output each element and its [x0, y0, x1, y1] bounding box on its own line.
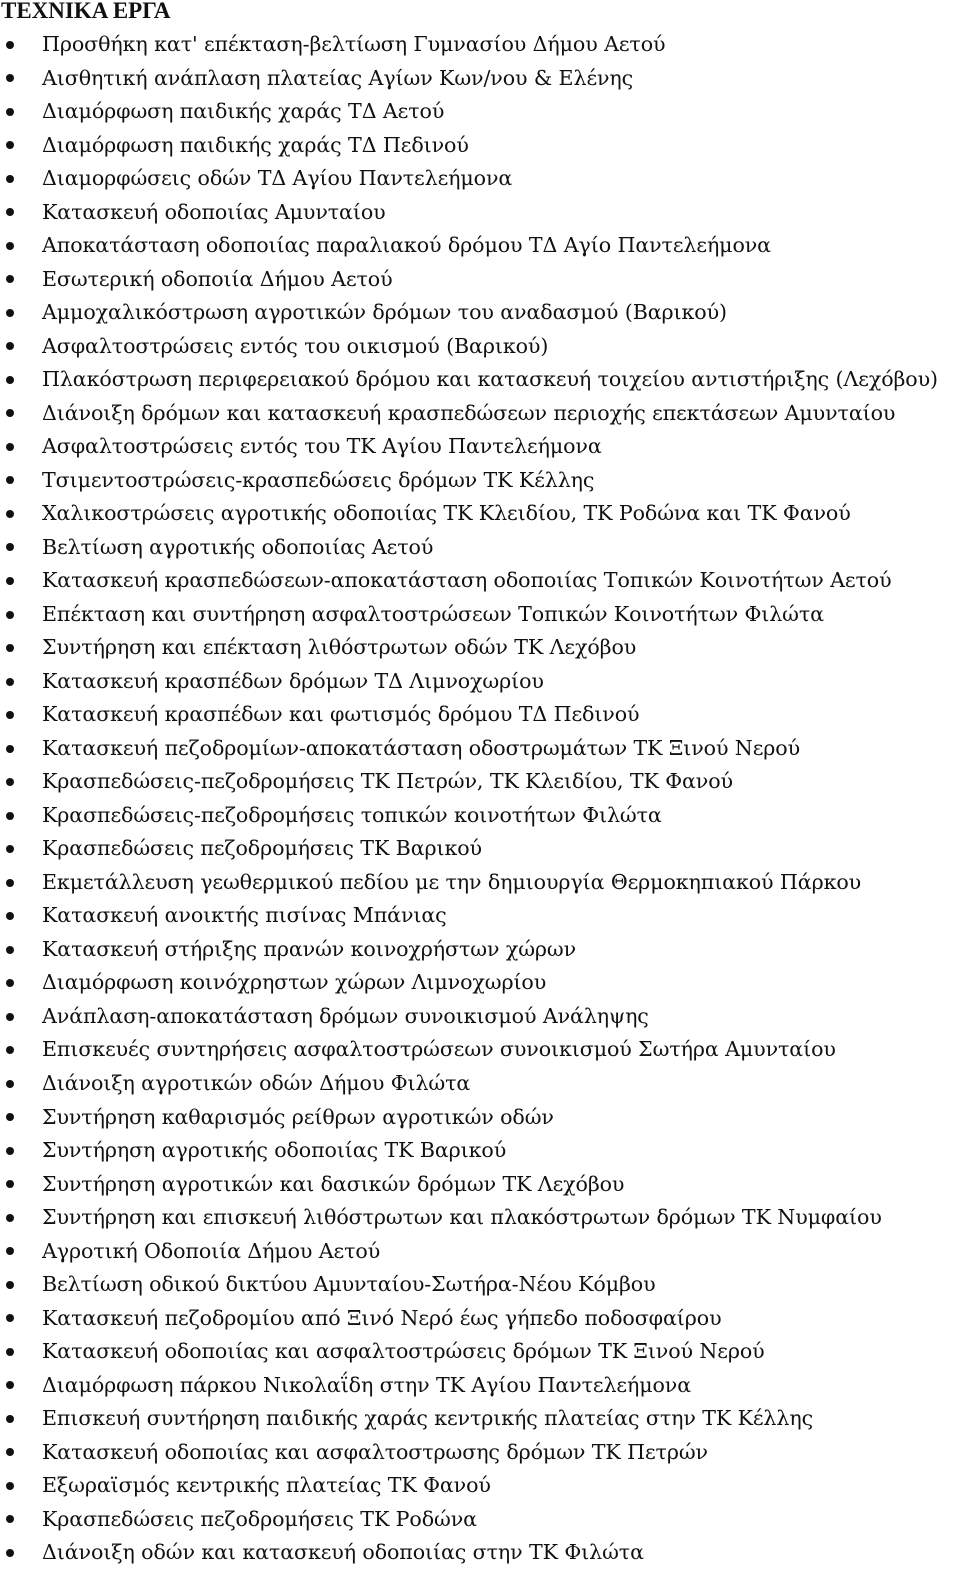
- bullet-icon: [6, 543, 14, 551]
- list-item: [0, 1067, 960, 1101]
- list-item-text: Διάνοιξη οδών και κατασκευή οδοποιίας στην ΤΚ Φιλώτα: [42, 1540, 644, 1565]
- bullet-icon: [6, 208, 14, 216]
- bullet-icon: [6, 611, 14, 619]
- list-item-text: Κατασκευή οδοποιίας και ασφαλτοστρώσεις δρόμων ΤΚ Ξινού Νερού: [42, 1339, 765, 1364]
- bullet-icon: [6, 1147, 14, 1155]
- list-item-text: Χαλικοστρώσεις αγροτικής οδοποιίας ΤΚ Κλειδίου, ΤΚ Ροδώνα και ΤΚ Φανού: [42, 501, 851, 526]
- bullet-icon: [6, 443, 14, 451]
- bullet-icon: [6, 1348, 14, 1356]
- list-item: [0, 966, 960, 1000]
- bullet-icon: [6, 409, 14, 417]
- bullet-icon: [6, 175, 14, 183]
- list-item: [0, 1134, 960, 1168]
- list-item-text: Κατασκευή οδοποιίας και ασφαλτοστρωσης δρόμων ΤΚ Πετρών: [42, 1439, 708, 1464]
- list-item: [0, 1302, 960, 1336]
- bullet-icon: [6, 912, 14, 920]
- list-item: [0, 732, 960, 766]
- bullet-icon: [6, 678, 14, 686]
- list-item: [0, 598, 960, 632]
- bullet-icon: [6, 1214, 14, 1222]
- list-item: [0, 631, 960, 665]
- bullet-icon: [6, 845, 14, 853]
- bullet-icon: [6, 1448, 14, 1456]
- list-item: [0, 1235, 960, 1269]
- bullet-icon: [6, 1314, 14, 1322]
- list-item-text: Κρασπεδώσεις-πεζοδρομήσεις ΤΚ Πετρών, ΤΚ Κλειδίου, ΤΚ Φανού: [42, 769, 733, 794]
- list-item: [0, 162, 960, 196]
- list-item-text: Κατασκευή πεζοδρομίων-αποκατάσταση οδοστρωμάτων ΤΚ Ξινού Νερού: [42, 735, 801, 760]
- list-item-text: Τσιμεντοστρώσεις-κρασπεδώσεις δρόμων ΤΚ Κέλλης: [42, 467, 595, 492]
- list-item: [0, 665, 960, 699]
- bullet-icon: [6, 644, 14, 652]
- list-item-text: Αποκατάσταση οδοποιίας παραλιακού δρόμου ΤΔ Αγίο Παντελεήμονα: [42, 233, 771, 258]
- list-item: [0, 1033, 960, 1067]
- list-item-text: Συντήρηση αγροτικών και δασικών δρόμων ΤΚ Λεχόβου: [42, 1171, 625, 1196]
- bullet-icon: [6, 1482, 14, 1490]
- list-item-text: Πλακόστρωση περιφερειακού δρόμου και κατασκευή τοιχείου αντιστήριξης (Λεχόβου): [42, 367, 938, 392]
- list-item: [0, 1101, 960, 1135]
- list-item-text: Κρασπεδώσεις πεζοδρομήσεις ΤΚ Βαρικού: [42, 836, 482, 861]
- bullet-icon: [6, 1515, 14, 1523]
- list-item: [0, 933, 960, 967]
- list-item-text: Αγροτική Οδοποιία Δήμου Αετού: [42, 1238, 381, 1263]
- list-item: [0, 1335, 960, 1369]
- bullet-icon: [6, 1281, 14, 1289]
- list-item: [0, 1168, 960, 1202]
- list-item-text: Κατασκευή κρασπέδων δρόμων ΤΔ Λιμνοχωρίου: [42, 668, 544, 693]
- list-item: [0, 397, 960, 431]
- list-item: [0, 1201, 960, 1235]
- bullet-icon: [6, 979, 14, 987]
- list-item: [0, 330, 960, 364]
- bullet-icon: [6, 141, 14, 149]
- list-item-text: Συντήρηση αγροτικής οδοποιίας ΤΚ Βαρικού: [42, 1138, 507, 1163]
- list-item: [0, 1000, 960, 1034]
- list-item: [0, 229, 960, 263]
- list-item-text: Διαμόρφωση κοινόχρηστων χώρων Λιμνοχωρίου: [42, 970, 547, 995]
- bullet-icon: [6, 510, 14, 518]
- list-item: [0, 799, 960, 833]
- list-item: [0, 1436, 960, 1470]
- list-item-text: Κατασκευή οδοποιίας Αμυνταίου: [42, 199, 386, 224]
- bullet-icon: [6, 577, 14, 585]
- list-item: [0, 1469, 960, 1503]
- list-item-text: Διαμόρφωση παιδικής χαράς ΤΔ Αετού: [42, 99, 445, 124]
- list-item: [0, 899, 960, 933]
- bullet-icon: [6, 745, 14, 753]
- bullet-icon: [6, 41, 14, 49]
- list-item-text: Κατασκευή κρασπεδώσεων-αποκατάσταση οδοποιίας Τοπικών Κοινοτήτων Αετού: [42, 568, 892, 593]
- list-item-text: Βελτίωση αγροτικής οδοποιίας Αετού: [42, 534, 434, 559]
- list-item-text: Συντήρηση και επισκευή λιθόστρωτων και πλακόστρωτων δρόμων ΤΚ Νυμφαίου: [42, 1205, 882, 1230]
- list-item: [0, 1503, 960, 1537]
- list-item: [0, 62, 960, 96]
- list-item-text: Επισκευή συντήρηση παιδικής χαράς κεντρικής πλατείας στην ΤΚ Κέλλης: [42, 1406, 814, 1431]
- bullet-icon: [6, 778, 14, 786]
- list-item: [0, 196, 960, 230]
- bullet-icon: [6, 1247, 14, 1255]
- bullet-icon: [6, 108, 14, 116]
- list-item-text: Βελτίωση οδικού δικτύου Αμυνταίου-Σωτήρα-Νέου Κόμβου: [42, 1272, 656, 1297]
- list-item: [0, 531, 960, 565]
- bullet-icon: [6, 946, 14, 954]
- list-item-text: Αισθητική ανάπλαση πλατείας Αγίων Κων/νου & Ελένης: [42, 65, 634, 90]
- list-item-text: Ασφαλτοστρώσεις εντός του ΤΚ Αγίου Παντελεήμονα: [42, 434, 602, 459]
- list-item: [0, 363, 960, 397]
- bullet-icon: [6, 242, 14, 250]
- list-item-text: Ασφαλτοστρώσεις εντός του οικισμού (Βαρικού): [42, 333, 549, 358]
- list-item: [0, 698, 960, 732]
- list-item: [0, 1268, 960, 1302]
- bullet-icon: [6, 342, 14, 350]
- list-item-text: Εξωραϊσμός κεντρικής πλατείας ΤΚ Φανού: [42, 1473, 491, 1498]
- list-item-text: Κατασκευή ανοικτής πισίνας Μπάνιας: [42, 903, 447, 928]
- list-item-text: Κρασπεδώσεις-πεζοδρομήσεις τοπικών κοινοτήτων Φιλώτα: [42, 802, 662, 827]
- bullet-icon: [6, 309, 14, 317]
- list-item-text: Ανάπλαση-αποκατάσταση δρόμων συνοικισμού Ανάληψης: [42, 1003, 649, 1028]
- list-item: [0, 1369, 960, 1403]
- list-item-text: Κατασκευή πεζοδρομίου από Ξινό Νερό έως γήπεδο ποδοσφαίρου: [42, 1305, 722, 1330]
- list-item: [0, 497, 960, 531]
- bullet-icon: [6, 376, 14, 384]
- bullet-icon: [6, 711, 14, 719]
- list-item: [0, 95, 960, 129]
- bullet-icon: [6, 1113, 14, 1121]
- list-item: [0, 765, 960, 799]
- list-item-text: Προσθήκη κατ' επέκταση-βελτίωση Γυμνασίου Δήμου Αετού: [42, 32, 666, 56]
- list-item: [0, 832, 960, 866]
- bullet-icon: [6, 812, 14, 820]
- list-item-text: Επέκταση και συντήρηση ασφαλτοστρώσεων Τοπικών Κοινοτήτων Φιλώτα: [42, 601, 824, 626]
- list-item: [0, 129, 960, 163]
- bullet-icon: [6, 476, 14, 484]
- bullet-icon: [6, 1080, 14, 1088]
- list-item-text: Διαμόρφωση παιδικής χαράς ΤΔ Πεδινού: [42, 132, 469, 157]
- bullet-icon: [6, 879, 14, 887]
- list-item: [0, 866, 960, 900]
- list-item: [0, 1536, 960, 1570]
- list-item: [0, 564, 960, 598]
- list-item-text: Διάνοιξη αγροτικών οδών Δήμου Φιλώτα: [42, 1070, 471, 1095]
- bullet-icon: [6, 1046, 14, 1054]
- list-item-text: Κατασκευή στήριξης πρανών κοινοχρήστων χώρων: [42, 936, 577, 961]
- section-title: ΤΕΧΝΙΚΑ ΕΡΓΑ: [1, 0, 171, 23]
- list-item: [0, 430, 960, 464]
- bullet-icon: [6, 1180, 14, 1188]
- list-item-text: Διαμορφώσεις οδών ΤΔ Αγίου Παντελεήμονα: [42, 166, 513, 191]
- list-item: [0, 464, 960, 498]
- list-item: [0, 1402, 960, 1436]
- bullet-icon: [6, 1381, 14, 1389]
- list-item: [0, 263, 960, 297]
- project-list: [0, 28, 960, 1570]
- list-item-text: Εσωτερική οδοποιία Δήμου Αετού: [42, 266, 393, 291]
- bullet-icon: [6, 1013, 14, 1021]
- list-item-text: Εκμετάλλευση γεωθερμικού πεδίου με την δημιουργία Θερμοκηπιακού Πάρκου: [42, 869, 862, 894]
- bullet-icon: [6, 74, 14, 82]
- list-item: [0, 296, 960, 330]
- bullet-icon: [6, 275, 14, 283]
- list-item-text: Κατασκευή κρασπέδων και φωτισμός δρόμου ΤΔ Πεδινού: [42, 702, 640, 727]
- list-item-text: Συντήρηση καθαρισμός ρείθρων αγροτικών οδών: [42, 1104, 554, 1129]
- bullet-icon: [6, 1549, 14, 1557]
- bullet-icon: [6, 1415, 14, 1423]
- list-item-text: Κρασπεδώσεις πεζοδρομήσεις ΤΚ Ροδώνα: [42, 1506, 477, 1531]
- list-item-text: Συντήρηση και επέκταση λιθόστρωτων οδών ΤΚ Λεχόβου: [42, 635, 637, 660]
- list-item-text: Αμμοχαλικόστρωση αγροτικών δρόμων του αναδασμού (Βαρικού): [42, 300, 727, 325]
- list-item-text: Διάνοιξη δρόμων και κατασκευή κρασπεδώσεων περιοχής επεκτάσεων Αμυνταίου: [42, 400, 896, 425]
- list-item-text: Διαμόρφωση πάρκου Νικολαΐδη στην ΤΚ Αγίου Παντελεήμονα: [42, 1372, 692, 1397]
- list-item: [0, 28, 960, 62]
- list-item-text: Επισκευές συντηρήσεις ασφαλτοστρώσεων συνοικισμού Σωτήρα Αμυνταίου: [42, 1037, 836, 1062]
